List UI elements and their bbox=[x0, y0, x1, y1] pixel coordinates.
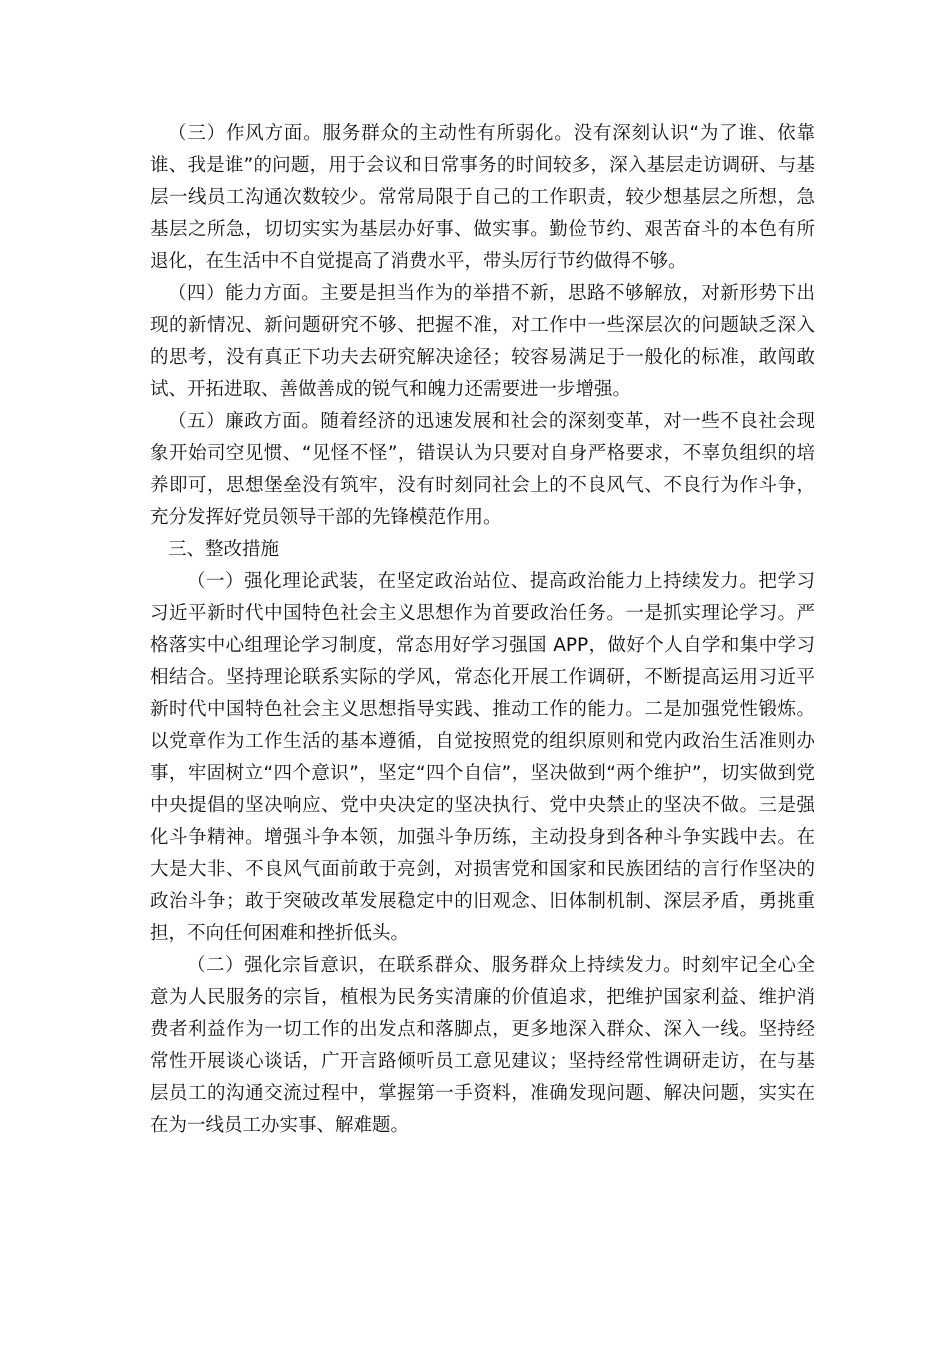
paragraph-work-style: （三）作风方面。服务群众的主动性有所弱化。没有深刻认识“为了谁、依靠谁、我是谁”的问题，用于会议和日常事务的时间较多，深入基层走访调研、与基层一线员工沟通次数较少。常常局限于自己的工作职责，较少想基层之所想，急基层之所急，切切实实为基层办好事、做实事。勤俭节约、艰苦奋斗的本色有所退化，在生活中不自觉提高了消费水平，带头厉行节约做得不够。 bbox=[150, 123, 815, 272]
paragraph-purpose-awareness: （二）强化宗旨意识，在联系群众、服务群众上持续发力。时刻牢记全心全意为人民服务的宗旨，植根为民务实清廉的价值追求，把维护国家利益、维护消费者利益作为一切工作的出发点和落脚点，更多地深入群众、深入一线。坚持经常性开展谈心谈话，广开言路倾听员工意见建议；坚持经常性调研走访，在与基层员工的沟通交流过程中，掌握第一手资料，准确发现问题、解决问题，实实在在为一线员工办实事、解难题。 bbox=[150, 955, 815, 1136]
document-body bbox=[150, 118, 815, 1142]
paragraph-integrity: （五）廉政方面。随着经济的迅速发展和社会的深刻变革，对一些不良社会现象开始司空见惯、“见怪不怪”，错误认为只要对自身严格要求，不辜负组织的培养即可，思想堡垒没有筑牢，没有时刻同社会上的不良风气、不良行为作斗争，充分发挥好党员领导干部的先锋模范作用。 bbox=[150, 411, 815, 528]
paragraph-ability: （四）能力方面。主要是担当作为的举措不新，思路不够解放，对新形势下出现的新情况、新问题研究不够、把握不准，对工作中一些深层次的问题缺乏深入的思考，没有真正下功夫去研究解决途径；较容易满足于一般化的标准，敢闯敢试、开拓进取、善做善成的锐气和魄力还需要进一步增强。 bbox=[150, 283, 815, 400]
paragraph-theory-arming: （一）强化理论武装，在坚定政治站位、提高政治能力上持续发力。把学习习近平新时代中国特色社会主义思想作为首要政治任务。一是抓实理论学习。严格落实中心组理论学习制度，常态用好学习强国 APP，做好个人自学和集中学习相结合。坚持理论联系实际的学风，常态化开展工作调研，不断提高运用习近平新时代中国特色社会主义思想指导实践、推动工作的能力。二是加强党性锻炼。以党章作为工作生活的基本遵循，自觉按照党的组织原则和党内政治生活准则办事，牢固树立“四个意识”，坚定“四个自信”，坚决做到“两个维护”，切实做到党中央提倡的坚决响应、党中央决定的坚决执行、党中央禁止的坚决不做。三是强化斗争精神。增强斗争本领，加强斗争历练，主动投身到各种斗争实践中去。在大是大非、不良风气面前敢于亮剑，对损害党和国家和民族团结的言行作坚决的政治斗争；敢于突破改革发展稳定中的旧观念、旧体制机制、深层矛盾，勇挑重担，不向任何困难和挫折低头。 bbox=[150, 571, 815, 944]
section-heading-rectification: 三、整改措施 bbox=[168, 539, 280, 560]
